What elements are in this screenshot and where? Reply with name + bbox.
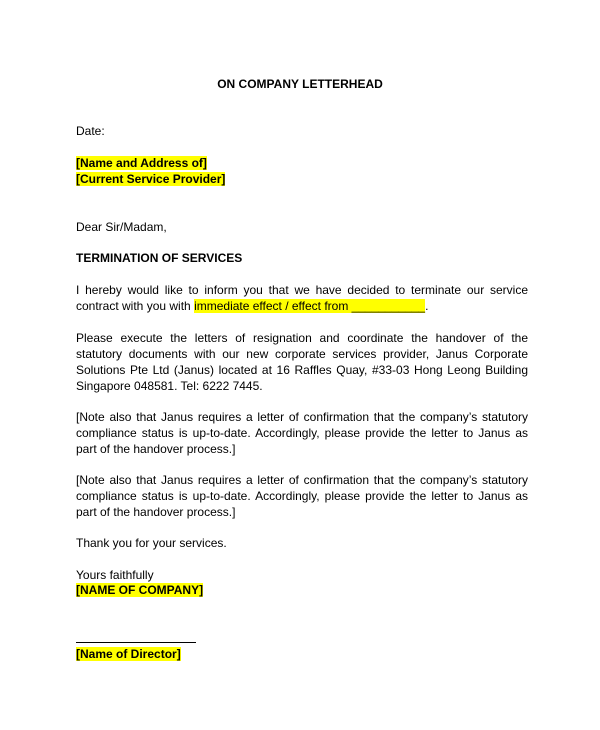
paragraph-note-1: [Note also that Janus requires a letter of confirmation that the company’s statutory compliance status is up-to-date. Accordingly, please provide the letter to Janus as part of the handover process.] <box>76 410 528 456</box>
recipient-name-line <box>76 155 528 171</box>
recipient-name-placeholder: [Name and Address of] <box>76 156 207 170</box>
recipient-provider-line <box>76 171 528 187</box>
subject-line: TERMINATION OF SERVICES <box>76 251 243 265</box>
paragraph-termination <box>76 282 528 314</box>
paragraph-note-2: [Note also that Janus requires a letter of confirmation that the company’s statutory compliance status is up-to-date. Accordingly, please provide the letter to Janus as part of the handover process.] <box>76 473 528 519</box>
date-label: Date: <box>76 124 105 138</box>
recipient-provider-placeholder: [Current Service Provider] <box>76 172 226 186</box>
paragraph-termination-end: . <box>425 299 429 313</box>
closing-line: Yours faithfully <box>76 568 154 582</box>
signature-line <box>76 642 196 643</box>
director-line <box>76 646 528 662</box>
director-name-placeholder: [Name of Director] <box>76 647 181 661</box>
salutation: Dear Sir/Madam, <box>76 220 167 234</box>
thanks-line: Thank you for your services. <box>76 536 227 550</box>
company-line <box>76 582 528 598</box>
company-name-placeholder: [NAME OF COMPANY] <box>76 583 204 597</box>
letterhead-heading: ON COMPANY LETTERHEAD <box>217 77 383 91</box>
paragraph-termination-text: I hereby would like to inform you that we have decided to terminate our service contract with you with <box>76 283 528 313</box>
paragraph-handover: Please execute the letters of resignation and coordinate the handover of the statutory documents with our new corporate services provider, Janus Corporate Solutions Pte Ltd (Janus) located at 16 Raffles Quay, #33-03 Hong Leong Building Singapore 048581. Tel: 6222 7445. <box>76 331 528 393</box>
effective-date-placeholder: immediate effect / effect from ___________ <box>194 299 426 313</box>
